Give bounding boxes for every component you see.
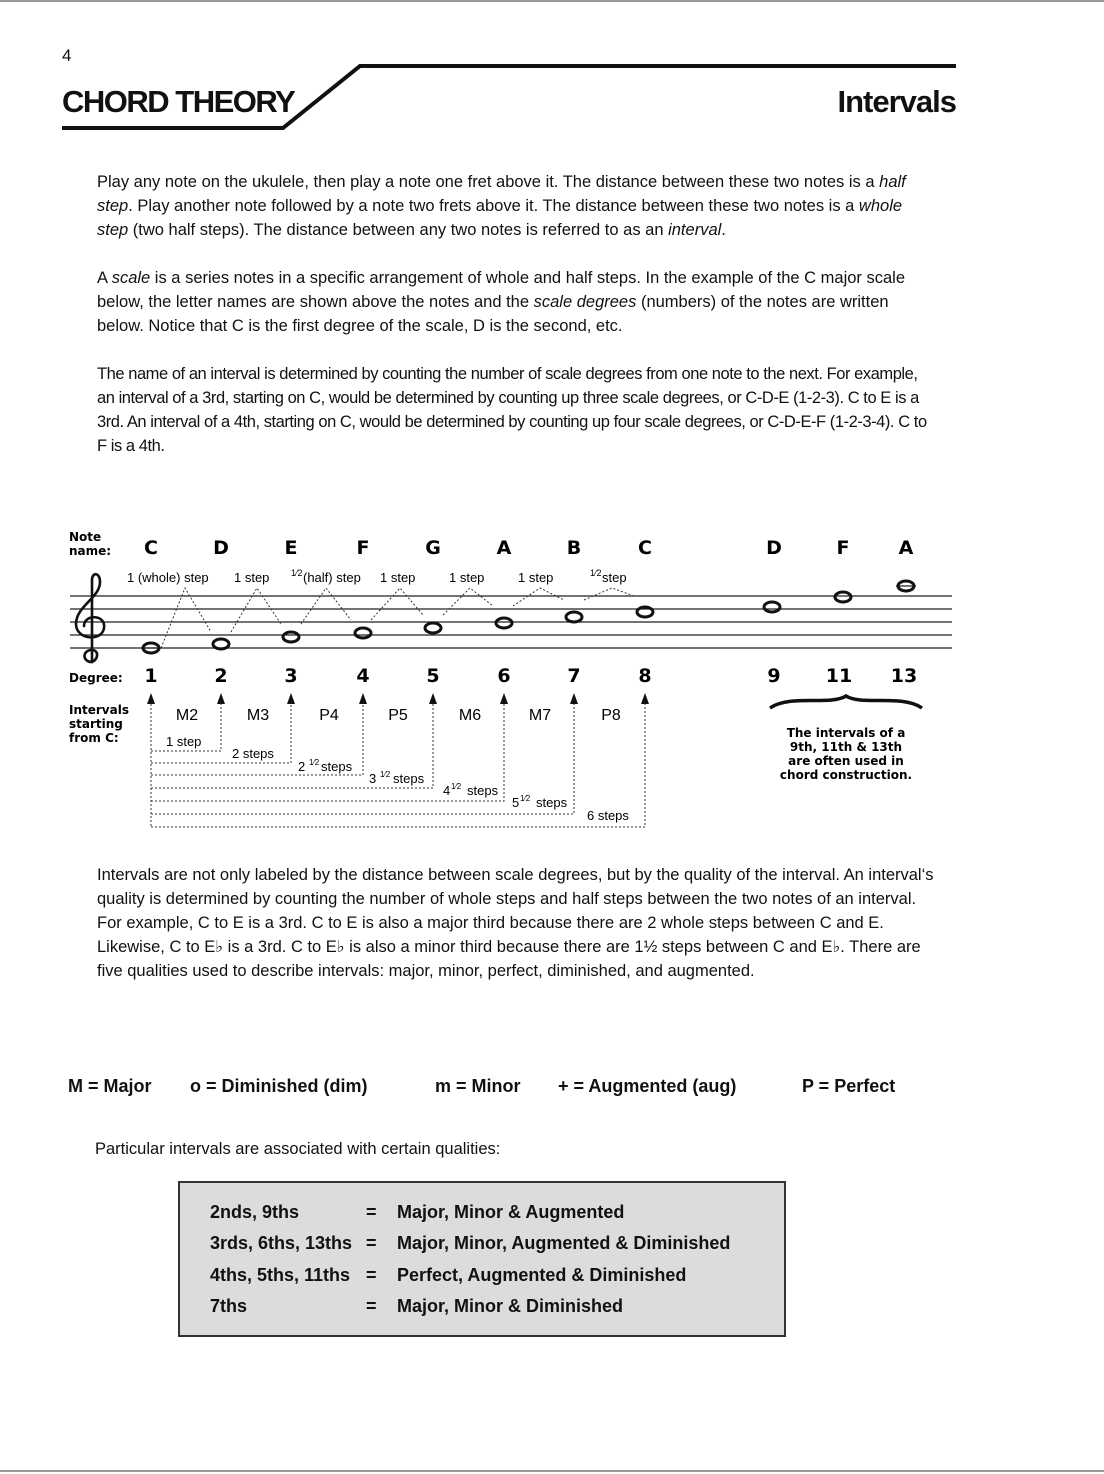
qualities-intervals: 3rds, 6ths, 13ths xyxy=(210,1233,353,1253)
qualities-table xyxy=(178,1181,786,1337)
note-name: C xyxy=(144,537,158,559)
whole-note xyxy=(283,632,299,642)
step-label: step xyxy=(602,570,627,585)
step-label: 1 step xyxy=(449,570,485,585)
note-name: G xyxy=(425,537,441,559)
half-fraction: 1⁄2 xyxy=(291,568,303,578)
qualities-intervals: 2nds, 9ths xyxy=(210,1202,300,1222)
step-count: 6 steps xyxy=(587,808,629,823)
step-label: 1 step xyxy=(518,570,554,585)
svg-text:steps: steps xyxy=(321,759,353,774)
half-step-label xyxy=(291,568,361,585)
intervals-label-2: starting xyxy=(69,717,123,731)
degree-label: Degree: xyxy=(69,671,123,685)
svg-text:3: 3 xyxy=(369,771,377,786)
qualities-intro: Particular intervals are associated with certain qualities: xyxy=(95,1140,501,1158)
treble-clef-icon xyxy=(76,574,104,662)
intervals-label-1: Intervals xyxy=(69,703,129,717)
interval-arrows xyxy=(147,693,649,704)
legend-item: + = Augmented (aug) xyxy=(558,1076,737,1096)
svg-text:5: 5 xyxy=(512,795,520,810)
qualities-equals: = xyxy=(366,1296,377,1316)
whole-note xyxy=(896,581,916,591)
degree-number: 3 xyxy=(284,665,298,687)
extended-note-line: The intervals of a xyxy=(786,726,906,740)
chapter-title: CHORD THEORY xyxy=(62,84,295,119)
interval-name: P8 xyxy=(601,707,621,724)
interval-name: M6 xyxy=(458,707,482,724)
qualities-intervals: 4ths, 5ths, 11ths xyxy=(210,1265,351,1285)
step-label: 1 step xyxy=(380,570,416,585)
whole-note xyxy=(764,602,780,612)
qualities-values: Major, Minor & Augmented xyxy=(397,1202,625,1222)
arrow-up-icon xyxy=(287,693,295,704)
svg-text:1⁄2: 1⁄2 xyxy=(309,758,320,767)
note-name: E xyxy=(284,537,298,559)
note-name: C xyxy=(638,537,652,559)
half-fraction: 1⁄2 xyxy=(590,568,602,578)
interval-name: M2 xyxy=(175,707,199,724)
legend-item: P = Perfect xyxy=(802,1076,896,1096)
svg-text:1⁄2: 1⁄2 xyxy=(520,794,531,803)
brace-icon xyxy=(770,696,922,708)
whole-note xyxy=(355,628,371,638)
whole-note xyxy=(141,643,161,653)
note-name: F xyxy=(836,537,850,559)
interval-diagram xyxy=(0,520,1104,840)
qualities-values: Perfect, Augmented & Diminished xyxy=(397,1265,687,1285)
note-name-label-1: Note xyxy=(69,530,102,544)
step-count xyxy=(512,794,568,810)
quality-paragraph: Intervals are not only labeled by the distance between scale degrees, but by the quality of the interval. An interval‘s quality is determined by counting the number of whole steps and half steps between the two notes of an interval. For example, C to E is a 3rd. C to E is also a major third because there are 2 whole steps between C and E. Likewise, C to E♭ is a 3rd. C to E♭ is also a minor third because there are 1½ steps between C and E♭. There are five qualities used to describe intervals: major, minor, perfect, diminished, and augmented. xyxy=(97,866,934,980)
degree-number: 2 xyxy=(214,665,228,687)
whole-note xyxy=(566,612,582,622)
note-name: B xyxy=(566,537,582,559)
step-label: 1 (whole) step xyxy=(127,570,209,585)
qualities-values: Major, Minor, Augmented & Diminished xyxy=(397,1233,731,1253)
arrow-up-icon xyxy=(570,693,578,704)
arrow-up-icon xyxy=(429,693,437,704)
degree-number: 7 xyxy=(567,665,581,687)
degree-number: 8 xyxy=(638,665,652,687)
legend-item: o = Diminished (dim) xyxy=(190,1076,368,1096)
degree-number: 11 xyxy=(825,665,853,687)
interval-name: P4 xyxy=(319,707,339,724)
legend-item: M = Major xyxy=(68,1076,152,1096)
qualities-equals: = xyxy=(366,1202,377,1222)
svg-text:steps: steps xyxy=(467,783,499,798)
extended-note-line: 9th, 11th & 13th xyxy=(789,740,903,754)
degree-number: 4 xyxy=(356,665,370,687)
svg-text:steps: steps xyxy=(536,795,568,810)
qualities-equals: = xyxy=(366,1265,377,1285)
svg-text:4: 4 xyxy=(443,783,451,798)
scale-paragraph: A scale is a series notes in a specific arrangement of whole and half steps. In the example of the C major scale below, the letter names are shown above the notes and the scale degrees (numbers) of the notes are written below. Notice that C is the first degree of the scale, D is the second, etc. xyxy=(97,269,906,335)
half-step-label xyxy=(590,568,627,585)
qualities-equals: = xyxy=(366,1233,377,1253)
svg-text:1⁄2: 1⁄2 xyxy=(380,770,391,779)
extended-note-line: chord construction. xyxy=(779,768,913,782)
degree-number: 13 xyxy=(890,665,918,687)
whole-notes xyxy=(141,581,916,653)
whole-note xyxy=(496,618,512,628)
section-title: Intervals xyxy=(837,84,956,119)
degree-number: 6 xyxy=(497,665,511,687)
note-name: A xyxy=(496,537,512,559)
svg-text:1⁄2: 1⁄2 xyxy=(451,782,462,791)
step-count: 1 step xyxy=(166,734,202,749)
interval-name: P5 xyxy=(388,707,408,724)
whole-note xyxy=(213,639,229,649)
step-label: (half) step xyxy=(303,570,361,585)
note-name-label-2: name: xyxy=(69,544,112,558)
svg-text:steps: steps xyxy=(393,771,425,786)
note-name: F xyxy=(356,537,370,559)
page-number: 4 xyxy=(62,46,72,65)
interval-name: M3 xyxy=(246,707,270,724)
legend-item: m = Minor xyxy=(435,1076,521,1096)
note-name: D xyxy=(766,537,782,559)
arrow-up-icon xyxy=(217,693,225,704)
whole-note xyxy=(835,592,851,602)
step-count xyxy=(298,758,353,774)
arrow-up-icon xyxy=(500,693,508,704)
step-count: 2 steps xyxy=(232,746,274,761)
interval-name: M7 xyxy=(528,707,552,724)
qualities-values: Major, Minor & Diminished xyxy=(397,1296,624,1316)
extended-note-line: are often used in xyxy=(788,754,904,768)
svg-text:2: 2 xyxy=(298,759,306,774)
page-bottom-edge xyxy=(0,1470,1104,1472)
arrow-up-icon xyxy=(147,693,155,704)
arrow-up-icon xyxy=(641,693,649,704)
degree-number: 1 xyxy=(144,665,158,687)
whole-note xyxy=(637,607,653,617)
degree-number: 5 xyxy=(426,665,440,687)
intro-paragraph: Play any note on the ukulele, then play a note one fret above it. The distance between these two notes is a half step. Play another note followed by a note two frets above it. The distance between these two notes is a whole step (two half steps). The distance between any two notes is referred to as an interval. xyxy=(97,173,906,239)
step-label: 1 step xyxy=(234,570,270,585)
qualities-intervals: 7ths xyxy=(210,1296,248,1316)
step-count xyxy=(369,770,425,786)
step-count xyxy=(443,782,499,798)
intervals-label-3: from C: xyxy=(69,731,119,745)
interval-naming-paragraph: The name of an interval is determined by counting the number of scale degrees from one note to the next. For example, an interval of a 3rd, starting on C, would be determined by counting up three scale degrees, or C-D-E (1-2-3). C to E is a 3rd. An interval of a 4th, starting on C, would be determined by counting up four scale degrees, or C-D-E-F (1-2-3-4). C to F is a 4th. xyxy=(97,365,927,455)
whole-note xyxy=(425,623,441,633)
degree-number: 9 xyxy=(767,665,781,687)
step-zigzags xyxy=(161,588,634,648)
arrow-up-icon xyxy=(359,693,367,704)
note-name: A xyxy=(898,537,914,559)
note-name: D xyxy=(213,537,229,559)
